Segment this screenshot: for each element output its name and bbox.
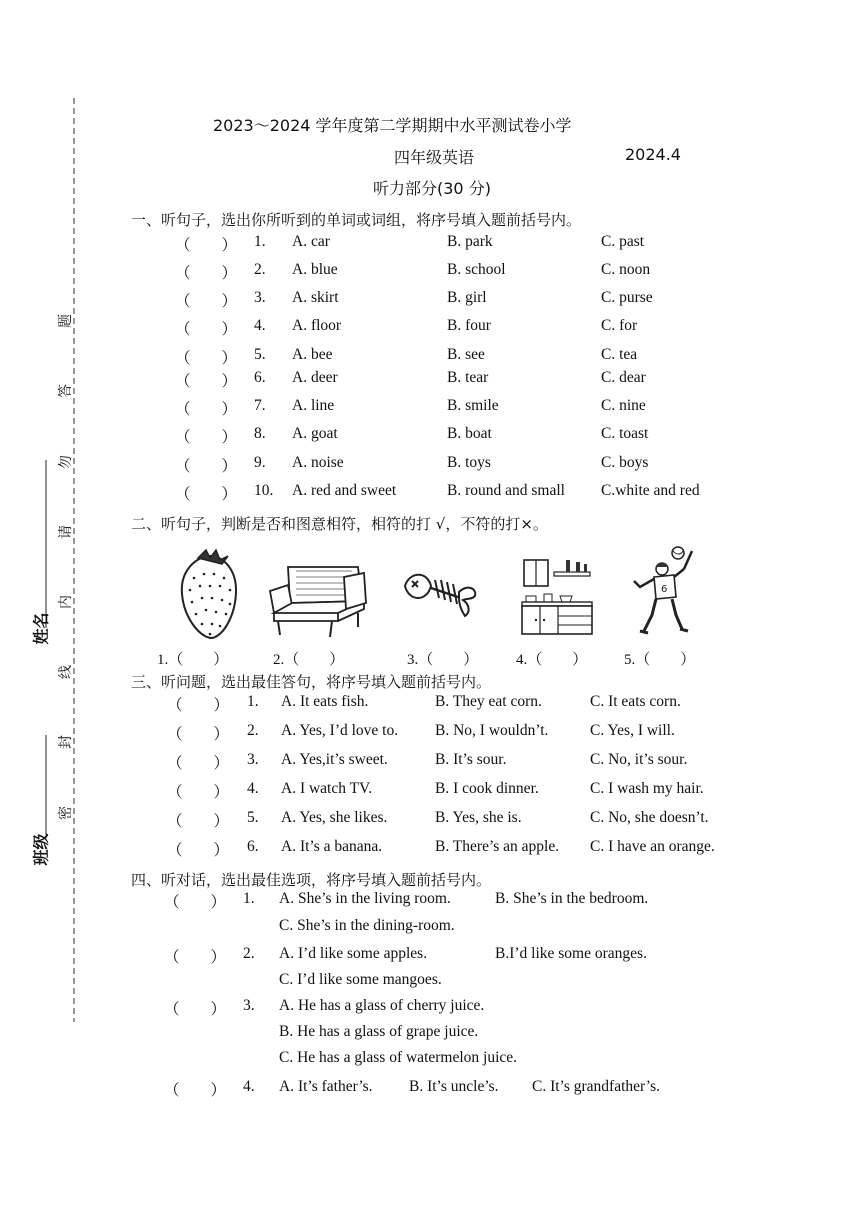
q-num: 9.: [254, 454, 266, 471]
question-row: [0, 289, 860, 311]
sofa-icon: [266, 561, 370, 639]
answer-paren: （ ）: [175, 429, 238, 446]
option-b: B. four: [447, 317, 491, 334]
binding-char: 内: [58, 595, 74, 609]
answer-paren: （ ）: [167, 813, 230, 830]
option-a: A. line: [292, 397, 335, 414]
option-b: B. She’s in the bedroom.: [495, 890, 649, 907]
option-b: B. No, I wouldn’t.: [435, 722, 549, 739]
option-a: A. car: [292, 233, 330, 250]
question-row: [0, 722, 860, 744]
answer-paren: （ ）: [175, 373, 238, 390]
answer-paren: （ ）: [167, 755, 230, 772]
question-row: [0, 838, 860, 860]
fish-bone-icon: [401, 564, 479, 622]
s4-q1-c: [0, 917, 860, 939]
s4-q3-c: [0, 1049, 860, 1071]
binding-char: 线: [58, 665, 74, 679]
answer-paren: （ ）: [175, 458, 238, 475]
option-c: C. I have an orange.: [590, 838, 715, 855]
section4-heading: 四、听对话，选出最佳选项，将序号填入题前括号内。: [131, 871, 492, 889]
option-b: B. I cook dinner.: [435, 780, 539, 797]
q-num: 2.: [254, 261, 266, 278]
strawberry-icon: [176, 548, 242, 642]
option-a: A. goat: [292, 425, 338, 442]
option-c: C. Yes, I will.: [590, 722, 675, 739]
binding-char: 请: [58, 525, 74, 539]
volleyball-player-icon: [626, 545, 702, 637]
part-title: 听力部分(30 分): [373, 179, 491, 198]
answer-paren: （ ）: [175, 350, 238, 367]
s4-q2-c: [0, 971, 860, 993]
option-a: A. bee: [292, 346, 333, 363]
option-c: C. noon: [601, 261, 651, 278]
picture-5-label: 5.（ ）: [624, 652, 696, 668]
answer-paren: （ ）: [175, 401, 238, 418]
q-num: 5.: [247, 809, 259, 826]
option-a: A. deer: [292, 369, 338, 386]
s4-q3-b: [0, 1023, 860, 1045]
option-c: C. No, it’s sour.: [590, 751, 688, 768]
option-b: B. toys: [447, 454, 491, 471]
q-num: 7.: [254, 397, 266, 414]
s4-q2: [0, 945, 860, 967]
q-num: 1.: [254, 233, 266, 250]
option-b: B. It’s uncle’s.: [409, 1078, 499, 1095]
answer-paren: （ ）: [175, 237, 238, 254]
q-num: 2.: [243, 945, 255, 962]
option-b: B. round and small: [447, 482, 565, 499]
option-a: A. I watch TV.: [281, 780, 373, 797]
q-num: 1.: [243, 890, 255, 907]
q-num: 5.: [254, 346, 266, 363]
option-a: A. It’s a banana.: [281, 838, 383, 855]
question-row: [0, 317, 860, 339]
q-num: 8.: [254, 425, 266, 442]
binding-char: 题: [58, 314, 74, 328]
option-b: B. He has a glass of grape juice.: [279, 1023, 479, 1040]
option-b: B. smile: [447, 397, 499, 414]
q-num: 6.: [254, 369, 266, 386]
question-row: [0, 482, 860, 504]
option-b: B. tear: [447, 369, 489, 386]
picture-1-label: 1.（ ）: [157, 652, 229, 668]
option-c: C. past: [601, 233, 645, 250]
option-c: C. He has a glass of watermelon juice.: [279, 1049, 518, 1066]
answer-paren: （ ）: [175, 321, 238, 338]
question-row: [0, 233, 860, 255]
exam-date: 2024.4: [625, 145, 681, 164]
option-c: C. dear: [601, 369, 646, 386]
option-a: A. red and sweet: [292, 482, 397, 499]
class-label: 班级: [31, 833, 51, 866]
option-a: A. I’d like some apples.: [279, 945, 428, 962]
question-row: [0, 751, 860, 773]
answer-paren: （ ）: [167, 726, 230, 743]
option-b: B. see: [447, 346, 485, 363]
option-c: C. It eats corn.: [590, 693, 681, 710]
picture-3-label: 3.（ ）: [407, 652, 479, 668]
option-c: C. for: [601, 317, 638, 334]
answer-paren: （ ）: [167, 842, 230, 859]
option-c: C. nine: [601, 397, 646, 414]
option-c: C. It’s grandfather’s.: [532, 1078, 660, 1095]
section3-heading: 三、听问题，选出最佳答句，将序号填入题前括号内。: [131, 673, 492, 691]
option-c: C.white and red: [601, 482, 700, 499]
s4-q1: [0, 890, 860, 912]
option-c: C. tea: [601, 346, 638, 363]
q-num: 2.: [247, 722, 259, 739]
picture-2-label: 2.（ ）: [273, 652, 345, 668]
option-a: A. Yes, she likes.: [281, 809, 388, 826]
answer-paren: （ ）: [164, 894, 227, 911]
answer-paren: （ ）: [167, 697, 230, 714]
option-c: C. No, she doesn’t.: [590, 809, 709, 826]
q-num: 4.: [254, 317, 266, 334]
option-a: A. She’s in the living room.: [279, 890, 451, 907]
option-b: B. girl: [447, 289, 487, 306]
section1-heading: 一、听句子，选出你所听到的单词或词组，将序号填入题前括号内。: [131, 211, 582, 229]
question-row: [0, 780, 860, 802]
svg-text:6: 6: [661, 584, 668, 595]
subject: 四年级英语: [394, 148, 475, 167]
answer-paren: （ ）: [164, 1001, 227, 1018]
q-num: 6.: [247, 838, 259, 855]
section2-heading: 二、听句子，判断是否和图意相符，相符的打 √，不符的打×。: [131, 515, 548, 533]
option-a: A. skirt: [292, 289, 339, 306]
question-row: [0, 693, 860, 715]
question-row: [0, 261, 860, 283]
binding-char: 答: [58, 384, 74, 398]
option-a: A. It’s father’s.: [279, 1078, 373, 1095]
question-row: [0, 397, 860, 419]
name-label: 姓名: [31, 612, 51, 645]
option-a: A. He has a glass of cherry juice.: [279, 997, 485, 1014]
option-c: C. purse: [601, 289, 653, 306]
option-c: C. toast: [601, 425, 649, 442]
answer-paren: （ ）: [167, 784, 230, 801]
page-title: 2023～2024 学年度第二学期期中水平测试卷小学: [213, 116, 572, 135]
option-b: B. school: [447, 261, 506, 278]
binding-char: 密: [58, 806, 74, 820]
q-num: 3.: [243, 997, 255, 1014]
q-num: 1.: [247, 693, 259, 710]
answer-paren: （ ）: [164, 1082, 227, 1099]
option-b: B. Yes, she is.: [435, 809, 522, 826]
option-a: A. floor: [292, 317, 342, 334]
question-row: [0, 346, 860, 368]
option-c: C. I wash my hair.: [590, 780, 704, 797]
q-num: 3.: [254, 289, 266, 306]
option-b: B. park: [447, 233, 493, 250]
answer-paren: （ ）: [175, 293, 238, 310]
question-row: [0, 809, 860, 831]
option-c: C. boys: [601, 454, 649, 471]
answer-paren: （ ）: [175, 265, 238, 282]
picture-4-label: 4.（ ）: [516, 652, 588, 668]
option-b: B. There’s an apple.: [435, 838, 560, 855]
option-c: C. I’d like some mangoes.: [279, 971, 442, 988]
answer-paren: （ ）: [175, 486, 238, 503]
s4-q3: [0, 997, 860, 1019]
q-num: 10.: [254, 482, 274, 499]
option-b: B.I’d like some oranges.: [495, 945, 647, 962]
option-a: A. noise: [292, 454, 344, 471]
question-row: [0, 425, 860, 447]
kitchen-icon: [520, 556, 594, 636]
binding-char: 封: [58, 735, 74, 749]
option-a: A. Yes, I’d love to.: [281, 722, 399, 739]
option-a: A. Yes,it’s sweet.: [281, 751, 388, 768]
option-a: A. blue: [292, 261, 338, 278]
question-row: [0, 454, 860, 476]
option-a: A. It eats fish.: [281, 693, 369, 710]
answer-paren: （ ）: [164, 949, 227, 966]
q-num: 4.: [243, 1078, 255, 1095]
q-num: 3.: [247, 751, 259, 768]
binding-char: 勿: [58, 455, 74, 469]
option-b: B. boat: [447, 425, 492, 442]
question-row: [0, 369, 860, 391]
s4-q4: [0, 1078, 860, 1100]
option-c: C. She’s in the dining-room.: [279, 917, 455, 934]
option-b: B. It’s sour.: [435, 751, 507, 768]
option-b: B. They eat corn.: [435, 693, 542, 710]
q-num: 4.: [247, 780, 259, 797]
